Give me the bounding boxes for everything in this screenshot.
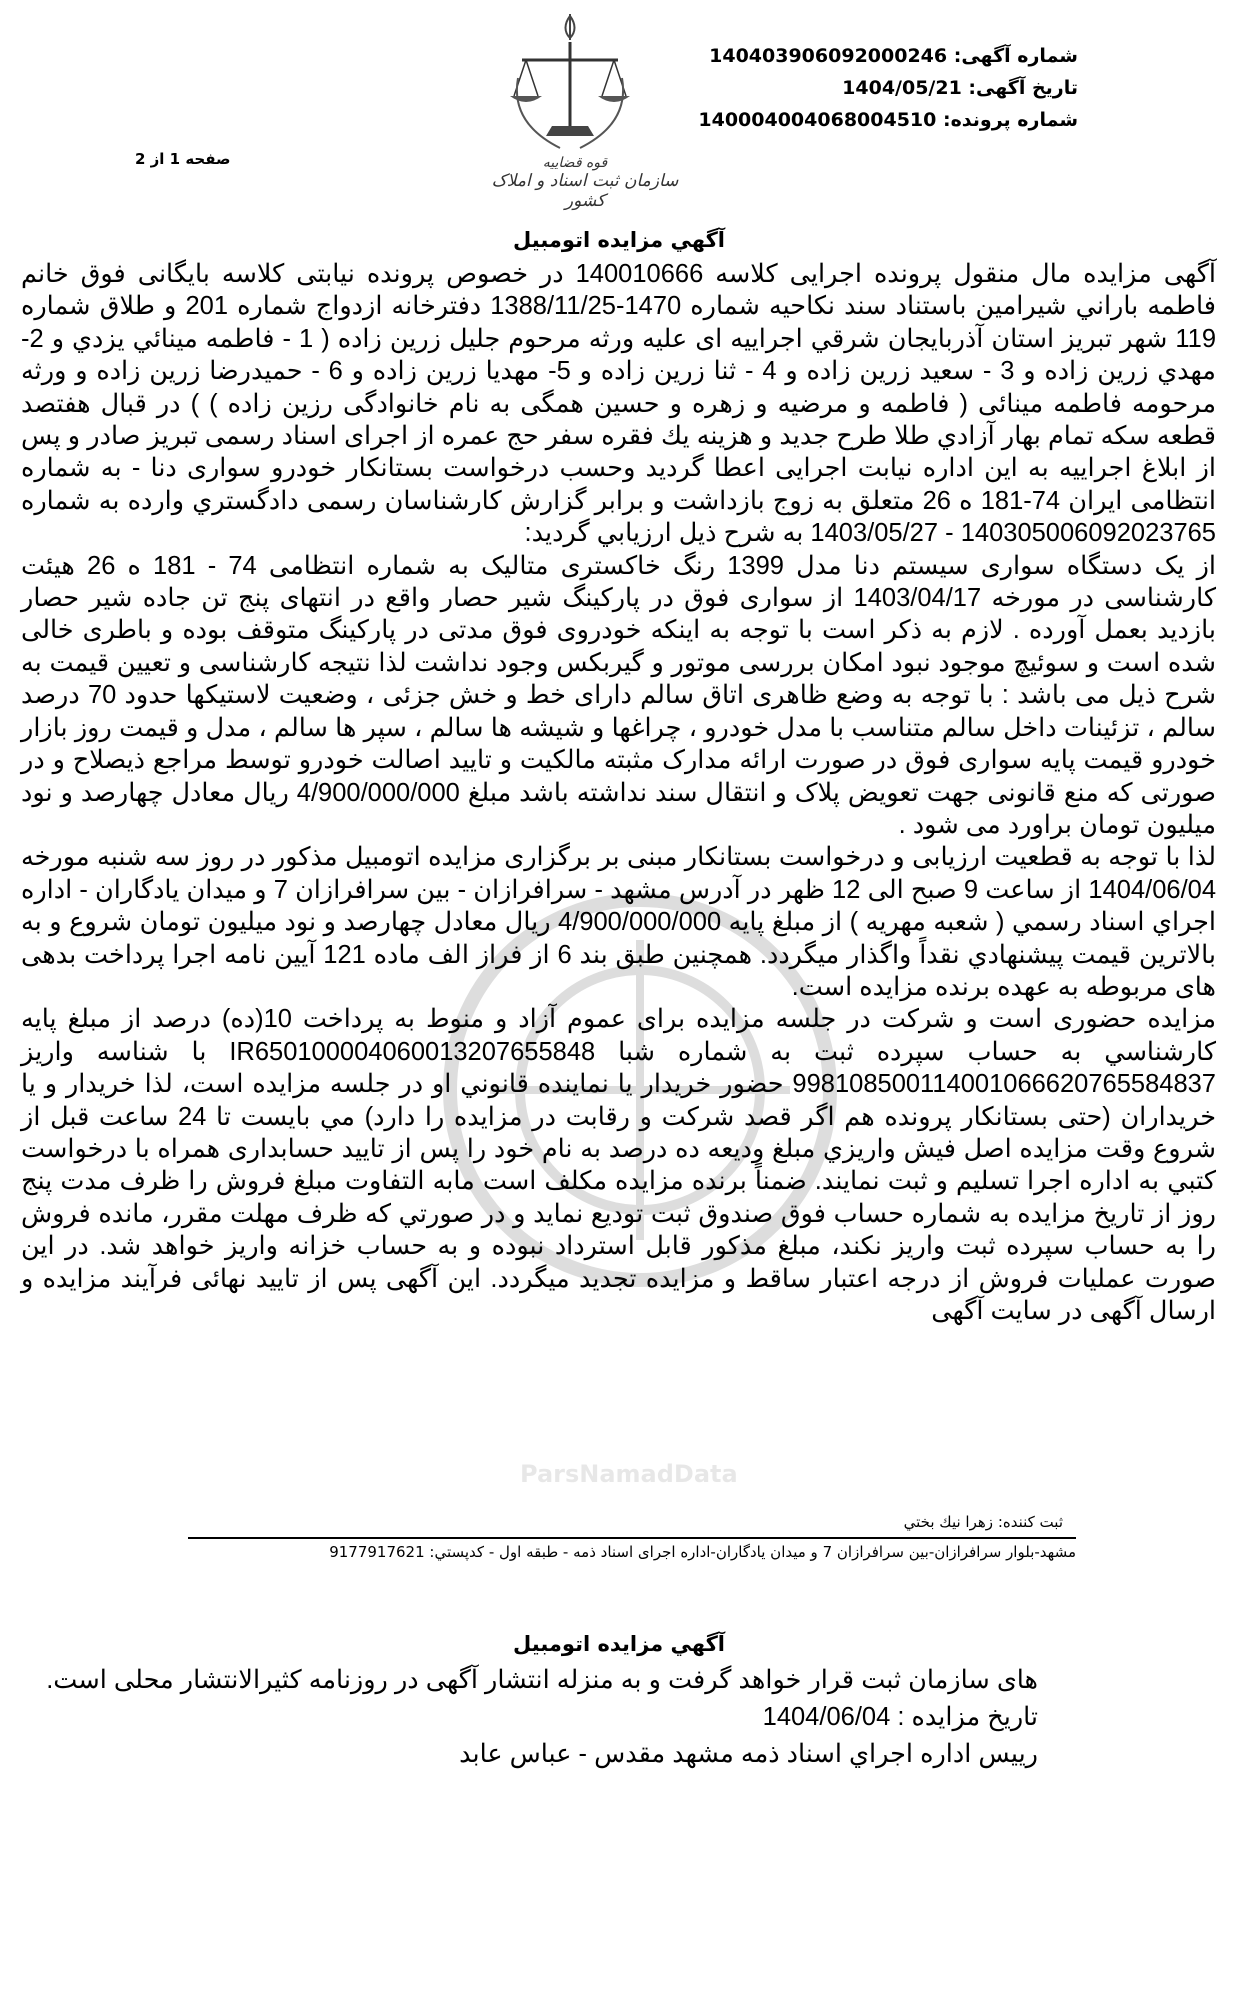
page2-title: آگهي مزايده اتومبيل xyxy=(513,1632,725,1656)
file-number: 140004004068004510 xyxy=(698,109,937,131)
ad-date-label: تاریخ آگهی: xyxy=(968,77,1078,99)
paragraph: آگهی مزایده مال منقول پرونده اجرایی کلاسه 140010666 در خصوص پرونده نیابتی کلاسه بایگانی فوق خانم فاطمه باراني شيرامين باستناد سند نكاحيه شماره 1470-1388/11/25 دفترخانه ازدواج شماره 201 و طلاق شماره 119 شهر تبريز استان آذربايجان شرقي اجراییه ای علیه ورثه مرحوم جليل زرين زاده ( 1 - فاطمه مينائي يزدي و 2- مهدي زرين زاده و 3 - سعید زرین زاده و 4 - ثنا زرين زاده و 5- مهديا زرين زاده و 6 - حمیدرضا زرين زاده و ورثه مرحومه فاطمه مینائی ( فاطمه و مرضيه و زهره و حسين همگی به نام خانوادگی رزین زاده ) ) در قبال هفتصد قطعه سكه تمام بهار آزادي طلا طرح جديد و هزينه يك فقره سفر حج عمره از اجرای اسناد رسمی تبریز صادر و پس از ابلاغ اجراییه به این اداره نیابت اجرایی اعطا گردید وحسب درخواست بستانكار خودرو سواری دنا - به شماره انتظامی ایران 74-181 ه 26 متعلق به زوج بازداشت و برابر گزارش كارشناسان رسمی دادگستري وارده به شماره 14030500609202376‌5 - 1403/05/27 به شرح ذيل ارزيابي گرديد: xyxy=(21,260,1216,548)
registrar-name: زهرا نيك بختي xyxy=(903,1513,994,1531)
ad-number-label: شماره آگهی: xyxy=(953,45,1078,67)
ad-date-row xyxy=(698,72,1078,104)
page-indicator: صفحه 1 از 2 xyxy=(135,150,231,168)
ad-number-row xyxy=(698,40,1078,72)
page2-body xyxy=(18,1662,1038,1773)
file-number-label: شماره پرونده: xyxy=(942,109,1078,131)
divider xyxy=(188,1537,1076,1539)
auction-date: تاريخ مزايده : 1404/06/04 xyxy=(762,1703,1038,1731)
paragraph: از یک دستگاه سواری سیستم دنا مدل 1399 رنگ خاکستری متالیک به شماره انتظامی 74 - 181 ه 26 هیئت کارشناسی در مورخه 1403/04/17 از سواری فوق در پارکینگ شیر حصار واقع در انتهای پنج تن جاده شیر حصار بازدید بعمل آورده . لازم به ذکر است با توجه به اینکه خودروی فوق مدتی در پارکینگ متوقف بوده و باطری خالی شده است و سوئیچ موجود نبود امکان بررسی موتور و گیربکس وجود نداشت لذا نتیجه کارشناسی و تعیین قیمت به شرح ذیل می باشد : با توجه به وضع ظاهری اتاق سالم دارای خط و خش جزئی ، وضعیت لاستیکها حدود 70 درصد سالم ، تزئینات داخل سالم متناسب با مدل خودرو ، چراغها و شیشه ها سالم ، سپر ها سالم ، مدل و قیمت روز بازار خودرو قیمت پایه سواری فوق در صورت ارائه مدارک مثبته مالکیت و تایید اصالت خودرو توسط مراجع ذیصلاح و در صورتی که منع قانونی جهت تعویض پلاک و انتقال سند نداشته باشد مبلغ 4/900/000/000 ریال معادل چهارصد و نود میلیون تومان براورد می شود . xyxy=(21,551,1216,839)
registrar xyxy=(904,1513,1063,1531)
ad-number: 140403906092000246 xyxy=(709,45,948,67)
page-title: آگهي مزايده اتومبيل xyxy=(513,228,725,252)
registrar-label: ثبت كننده: xyxy=(997,1513,1063,1531)
emblem-caption: قوه قضاییه سازمان ثبت اسناد و املاک کشور xyxy=(491,155,679,211)
watermark-text: ParsNamadData xyxy=(520,1460,738,1488)
paragraph: لذا با توجه به قطعیت ارزیابی و درخواست بستانكار مبنی بر برگزاری مزایده اتومبیل مذکور در روز سه شنبه مورخه 1404/06/04 از ساعت 9 صبح الی 12 ظهر در آدرس مشهد - سرافرازان - بين سرافرازان 7 و ميدان يادگاران - اداره اجراي اسناد رسمي ( شعبه مهريه ) از مبلغ پايه 4/900/000/000 ريال معادل چهارصد و نود میلیون تومان شروع و به بالاترين قيمت پيشنهادي نقداً واگذار ميگردد. همچنین طبق بند 6 از فراز الف ماده 121 آیین نامه اجرا پرداخت بدهی های مربوطه به عهده برنده مزایده است. xyxy=(21,843,1217,1001)
notice-body xyxy=(21,258,1216,1327)
paragraph: مزایده حضوری است و شرکت در جلسه مزایده برای عموم آزاد و منوط به پرداخت 10(ده) درصد از مبلغ پایه کارشناسي به حساب سپرده ثبت به شماره شبا IR650100004060013207655848 با شناسه واريز 998108500114001066620765584837 حضور خريدار يا نماينده قانوني او در جلسه مزايده است، لذا خريدار و يا خريداران (حتی بستانكار پرونده هم اگر قصد شرکت و رقابت در مزايده را دارد) مي بايست تا 24 ساعت قبل از شروع وقت مزايده اصل فيش واريزي مبلغ وديعه ده درصد به نام خود را پس از تاييد حسابداری همراه با درخواست کتبي به اداره اجرا تسليم و ثبت نمايند. ضمناً برنده مزايده مکلف است مابه التفاوت مبلغ فروش را ظرف مدت پنج روز از تاريخ مزايده به شماره حساب فوق صندوق ثبت توديع نمايد و در صورتي كه ظرف مهلت مقرر، مانده فروش را به حساب سپرده ثبت واريز نكند، مبلغ مذکور قابل استرداد نبوده و به حساب خزانه واريز خواهد شد. در اين صورت عمليات فروش از درجه اعتبار ساقط و مزايده تجديد ميگردد. اين آگهی پس از تاييد نهائی فرآيند مزايده و ارسال آگهی در سايت آگهی xyxy=(21,1005,1217,1325)
office-address: مشهد-بلوار سرافرازان-بین سرافرازان 7 و میدان یادگاران-اداره اجرای اسناد ذمه - طبقه اول - كدپستي: 9177917621 xyxy=(329,1543,1076,1561)
ad-date: 1404/05/21 xyxy=(842,77,962,99)
page2-line: های سازمان ثبت قرار خواهد گرفت و به منزله انتشار آگهی در روزنامه کثیرالانتشار محلی است. xyxy=(46,1666,1038,1694)
file-number-row xyxy=(698,104,1078,136)
ad-meta xyxy=(698,40,1078,136)
signatory: رييس اداره اجراي اسناد ذمه مشهد مقدس - عباس عابد xyxy=(459,1740,1038,1768)
